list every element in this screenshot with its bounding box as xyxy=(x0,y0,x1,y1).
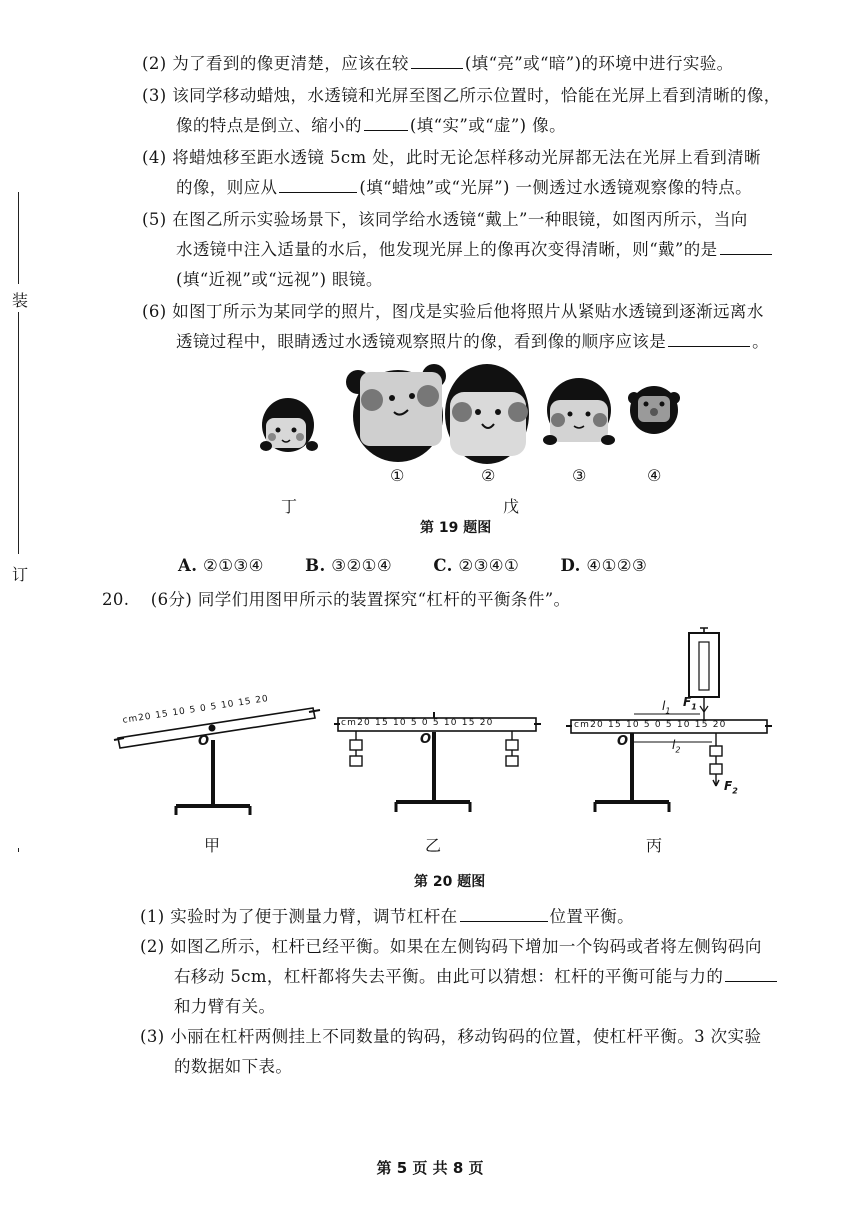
ruler-mark: cm20 xyxy=(122,711,153,726)
q20-stem-text: (6分) 同学们用图甲所示的装置探究“杠杆的平衡条件”。 xyxy=(150,590,571,609)
ruler-mark: 0 xyxy=(654,720,662,730)
ruler-mark: 10 xyxy=(220,699,236,712)
q19-part6-line1: (6) 如图丁所示为某同学的照片，图戊是实验后他将照片从紧贴水透镜到逐渐远离水 xyxy=(142,302,764,321)
fig19-number-1: ① xyxy=(390,466,405,485)
q20-part2-text: 右移动 5cm，杠杆都将失去平衡。由此可以猜想：杠杆的平衡可能与力的 xyxy=(174,967,724,986)
q20-part2-line1: (2) 如图乙所示，杠杆已经平衡。如果在左侧钩码下增加一个钩码或者将左侧钩码向 xyxy=(140,937,762,956)
l1-symbol: l xyxy=(662,699,666,713)
f1-subscript: 1 xyxy=(691,702,697,712)
q19-part4-line1: (4) 将蜡烛移至距水透镜 5cm 处，此时无论怎样移动光屏都无法在光屏上看到清晰 xyxy=(142,148,761,167)
ruler-mark: 10 xyxy=(625,720,640,730)
ruler-mark: cm20 xyxy=(341,718,371,728)
binding-char-zhuang: 装 xyxy=(12,291,29,310)
ruler-mark: 15 xyxy=(154,709,170,721)
q20-number: 20. xyxy=(102,590,130,609)
page-footer: 第 5 页 共 8 页 xyxy=(376,1159,484,1177)
ruler-mark: 10 xyxy=(676,720,691,730)
ruler-mark: cm20 xyxy=(574,720,604,730)
pivot-label-bing: O xyxy=(617,734,629,749)
fig20-caption: 第 20 题图 xyxy=(414,874,486,890)
q19-part5-line3: (填“近视”或“远视”) 眼镜。 xyxy=(176,270,383,289)
ruler-scale-bing xyxy=(574,720,727,730)
ruler-mark: 15 xyxy=(694,720,709,730)
q20-part2-line2 xyxy=(174,965,779,989)
option-b-text: ③②①④ xyxy=(331,556,393,575)
fig19-number-2: ② xyxy=(481,466,496,485)
q20-part1-text-b: 位置平衡。 xyxy=(549,907,635,926)
q20-part2-line3: 和力臂有关。 xyxy=(174,997,276,1016)
ruler-mark: 15 xyxy=(608,720,622,730)
q19-part4-text-a: 的像，则应从 xyxy=(176,178,278,197)
ruler-mark: 5 xyxy=(665,720,673,730)
q19-part6-end: 。 xyxy=(752,332,770,351)
q19-part2-text-b: (填“亮”或“暗”)的环境中进行实验。 xyxy=(464,54,734,73)
ruler-mark: 15 xyxy=(375,718,389,728)
pivot-label-yi: O xyxy=(420,732,432,747)
f2-symbol: F xyxy=(724,779,733,793)
option-d-letter: D. xyxy=(560,556,581,575)
q19-part2-text-a: (2) 为了看到的像更清楚，应该在较 xyxy=(142,54,409,73)
q19-part6-text: 透镜过程中，眼睛透过水透镜观察照片的像，看到像的顺序应该是 xyxy=(176,332,667,351)
fig19-number-4: ④ xyxy=(647,466,662,485)
ruler-mark: 15 xyxy=(237,696,253,709)
f1-symbol: F xyxy=(683,695,692,709)
option-c-text: ②③④① xyxy=(458,556,520,575)
ruler-scale-yi xyxy=(341,718,494,728)
fig20-label-yi: 乙 xyxy=(425,836,442,855)
pivot-label-jia: O xyxy=(198,734,210,749)
ruler-mark: 20 xyxy=(712,720,727,730)
ruler-mark: 5 xyxy=(188,704,198,716)
force-label-f1 xyxy=(683,695,697,711)
force-label-f2 xyxy=(724,779,738,795)
option-a-text: ②①③④ xyxy=(203,556,264,575)
l2-subscript: 2 xyxy=(675,745,681,755)
ruler-mark: 5 xyxy=(209,701,219,713)
fig20-label-bing: 丙 xyxy=(646,836,663,855)
option-b-letter: B. xyxy=(305,556,326,575)
fig19-caption: 第 19 题图 xyxy=(420,520,492,536)
lever-jia xyxy=(114,708,320,815)
q20-part1 xyxy=(140,905,634,929)
q19-part5-text: 水透镜中注入适量的水后，他发现光屏上的像再次变得清晰，则“戴”的是 xyxy=(176,240,718,259)
binding-char-ding: 订 xyxy=(12,565,29,584)
q20-part3-line1: (3) 小丽在杠杆两侧挂上不同数量的钩码，移动钩码的位置，使杠杆平衡。3 次实验 xyxy=(140,1027,762,1046)
fig19-label-wu: 戊 xyxy=(503,497,520,516)
ruler-mark: 0 xyxy=(199,703,208,715)
q19-part5-line1: (5) 在图乙所示实验场景下，该同学给水透镜“戴上”一种眼镜，如图丙所示，当向 xyxy=(142,210,748,229)
q19-part3-line1: (3) 该同学移动蜡烛，水透镜和光屏至图乙所示位置时，恰能在光屏上看到清晰的像， xyxy=(142,86,781,105)
l2-symbol: l xyxy=(672,738,676,752)
ruler-mark: 15 xyxy=(461,718,476,728)
arm-label-l2 xyxy=(672,738,680,754)
ruler-mark: 5 xyxy=(432,718,440,728)
answer-blank[interactable] xyxy=(725,965,777,982)
q19-part3-text-a: 像的特点是倒立、缩小的 xyxy=(176,116,362,135)
q20-part3-line2: 的数据如下表。 xyxy=(174,1057,293,1076)
ruler-mark: 10 xyxy=(171,706,187,719)
q19-part4-text-b: (填“蜡烛”或“光屏”) 一侧透过水透镜观察像的特点。 xyxy=(359,178,753,197)
l1-subscript: 1 xyxy=(665,706,671,716)
option-c-letter: C. xyxy=(433,556,453,575)
fig19-number-3: ③ xyxy=(572,466,587,485)
arm-label-l1 xyxy=(662,699,670,715)
fig19-label-ding: 丁 xyxy=(281,497,298,516)
ruler-mark: 20 xyxy=(254,693,270,706)
ruler-mark: 10 xyxy=(443,718,458,728)
ruler-mark: 10 xyxy=(392,718,407,728)
ruler-mark: 5 xyxy=(643,720,651,730)
f2-subscript: 2 xyxy=(732,786,738,796)
option-d-text: ④①②③ xyxy=(586,556,648,575)
q19-part3-text-b: (填“实”或“虚”) 像。 xyxy=(409,116,566,135)
fig20-label-jia: 甲 xyxy=(204,836,221,855)
ruler-mark: 5 xyxy=(410,718,418,728)
ruler-mark: 20 xyxy=(479,718,494,728)
q20-part1-text-a: (1) 实验时为了便于测量力臂，调节杠杆在 xyxy=(140,907,458,926)
ruler-mark: 0 xyxy=(421,718,429,728)
answer-blank[interactable] xyxy=(460,905,548,922)
option-a-letter: A. xyxy=(178,556,198,575)
